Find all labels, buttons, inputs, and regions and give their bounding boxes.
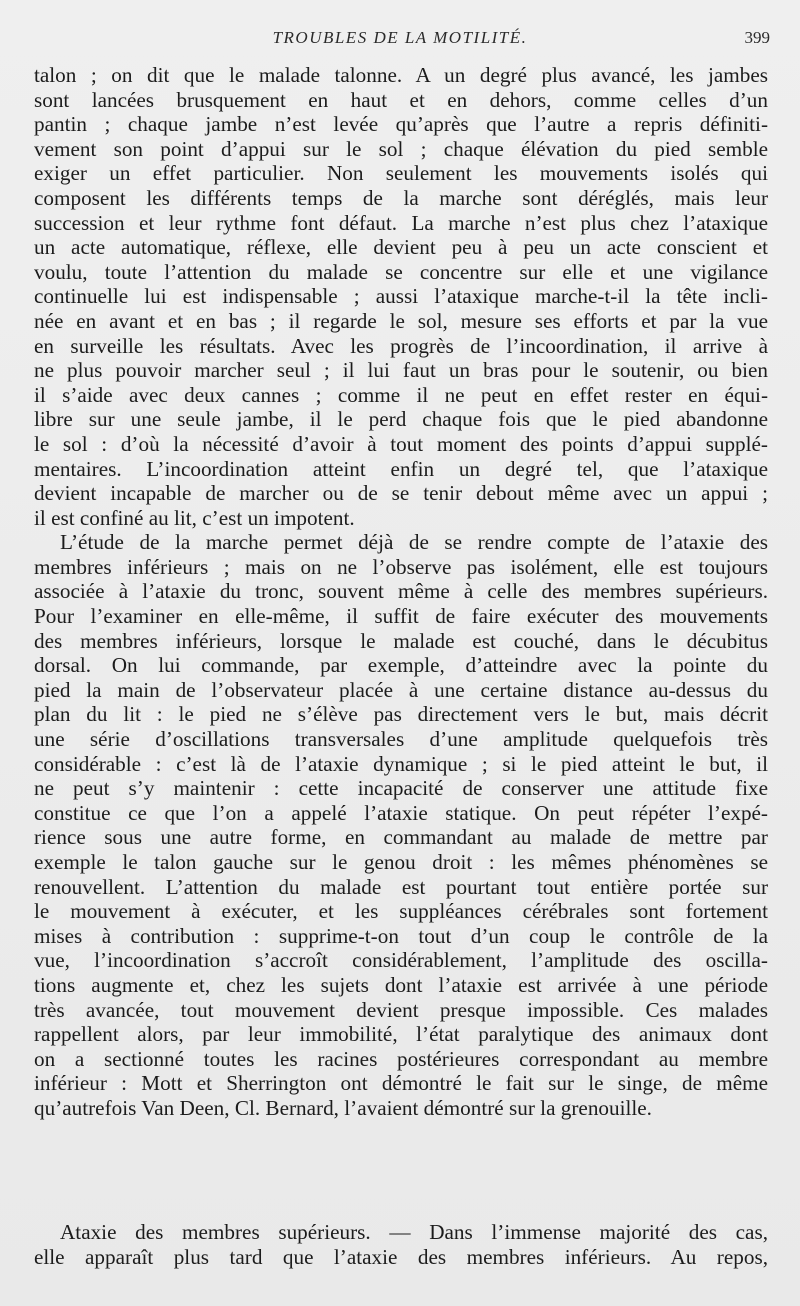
- text-line: une série d’oscillations transversales d’une amplitude quelquefois très: [34, 727, 768, 752]
- page-header: [0, 26, 800, 56]
- text-line: née en avant et en bas ; il regarde le sol, mesure ses efforts et par la vue: [34, 308, 768, 333]
- text-line: un acte automatique, réflexe, elle devient peu à peu un acte conscient et: [34, 235, 768, 260]
- text-line: vue, l’incoordination s’accroît considérablement, l’amplitude des oscilla-: [34, 948, 768, 973]
- text-line: considérable : c’est là de l’ataxie dynamique ; si le pied atteint le but, il: [34, 751, 768, 776]
- paragraph-1: [34, 63, 768, 530]
- text-line: continuelle lui est indispensable ; aussi l’ataxique marche-t-il la tête incli-: [34, 284, 768, 309]
- text-line: il est confiné au lit, c’est un impotent.: [34, 505, 355, 530]
- text-line: succession et leur rythme font défaut. La marche n’est plus chez l’ataxique: [34, 210, 768, 235]
- text-line: il s’aide avec deux cannes ; comme il ne peut en effet rester en équi-: [34, 382, 768, 407]
- text-line: exiger un effet particulier. Non seulement les mouvements isolés qui: [34, 161, 768, 186]
- text-line: ne peut s’y maintenir : cette incapacité de conserver une attitude fixe: [34, 776, 768, 801]
- text-line: qu’autrefois Van Deen, Cl. Bernard, l’avaient démontré sur la grenouille.: [34, 1095, 652, 1120]
- text-line: inférieur : Mott et Sherrington ont démontré le fait sur le singe, de même: [34, 1071, 768, 1096]
- text-line: mentaires. L’incoordination atteint enfin un degré tel, que l’ataxique: [34, 456, 768, 481]
- text-line: Pour l’examiner en elle-même, il suffit de faire exécuter des mouvements: [34, 604, 768, 629]
- text-line: membres inférieurs ; mais on ne l’observe pas isolément, elle est toujours: [34, 554, 768, 579]
- text-line: ne plus pouvoir marcher seul ; il lui faut un bras pour le soutenir, ou bien: [34, 358, 768, 383]
- body-text: [34, 63, 768, 1121]
- text-line: pied la main de l’observateur placée à une certaine distance au-dessus du: [34, 677, 768, 702]
- text-line: en surveille les résultats. Avec les progrès de l’incoordination, il arrive à: [34, 333, 768, 358]
- running-title: TROUBLES DE LA MOTILITÉ.: [272, 28, 528, 47]
- paragraph-2: [34, 530, 768, 1120]
- text-line: L’étude de la marche permet déjà de se rendre compte de l’ataxie des: [60, 530, 768, 555]
- text-line: devient incapable de marcher ou de se tenir debout même avec un appui ;: [34, 481, 768, 506]
- text-line: Ataxie des membres supérieurs. — Dans l’immense majorité des cas,: [60, 1220, 768, 1244]
- text-line: rience sous une autre forme, en commandant au malade de mettre par: [34, 825, 768, 850]
- text-line: libre sur une seule jambe, il le perd chaque fois que le pied abandonne: [34, 407, 768, 432]
- page-number: 399: [744, 28, 770, 47]
- text-line: on a sectionné toutes les racines postérieures correspondant au membre: [34, 1046, 768, 1071]
- text-line: constitue ce que l’on a appelé l’ataxie statique. On peut répéter l’expé-: [34, 800, 768, 825]
- text-line: le sol : d’où la nécessité d’avoir à tout moment des points d’appui supplé-: [34, 431, 768, 456]
- paragraph-3: [34, 1218, 768, 1267]
- text-line: des membres inférieurs, lorsque le malade est couché, dans le décubitus: [34, 628, 768, 653]
- text-line: elle apparaît plus tard que l’ataxie des membres inférieurs. Au repos,: [34, 1244, 768, 1269]
- text-line: renouvellent. L’attention du malade est pourtant tout entière portée sur: [34, 874, 768, 899]
- text-line: composent les différents temps de la marche sont déréglés, mais leur: [34, 185, 768, 210]
- text-line: talon ; on dit que le malade talonne. A un degré plus avancé, les jambes: [34, 63, 768, 87]
- text-line: voulu, toute l’attention du malade se concentre sur elle et une vigilance: [34, 259, 768, 284]
- text-line: mises à contribution : supprime-t-on tout d’un coup le contrôle de la: [34, 923, 768, 948]
- text-line: très avancée, tout mouvement devient presque impossible. Ces malades: [34, 997, 768, 1022]
- text-line: dorsal. On lui commande, par exemple, d’atteindre avec la pointe du: [34, 653, 768, 678]
- text-line: associée à l’ataxie du tronc, souvent même à celle des membres supérieurs.: [34, 579, 768, 604]
- text-line: vement son point d’appui sur le sol ; chaque élévation du pied semble: [34, 136, 768, 161]
- text-line: pantin ; chaque jambe n’est levée qu’après que l’autre a repris définiti-: [34, 112, 768, 137]
- text-line: exemple le talon gauche sur le genou droit : les mêmes phénomènes se: [34, 850, 768, 874]
- text-line: le mouvement à exécuter, et les suppléances cérébrales sont fortement: [34, 899, 768, 924]
- text-line: plan du lit : le pied ne s’élève pas directement vers le but, mais décrit: [34, 702, 768, 727]
- text-line: tions augmente et, chez les sujets dont l’ataxie est arrivée à une période: [34, 972, 768, 997]
- text-line: rappellent alors, par leur immobilité, l’état paralytique des animaux dont: [34, 1022, 768, 1047]
- text-line: sont lancées brusquement en haut et en dehors, comme celles d’un: [34, 87, 768, 112]
